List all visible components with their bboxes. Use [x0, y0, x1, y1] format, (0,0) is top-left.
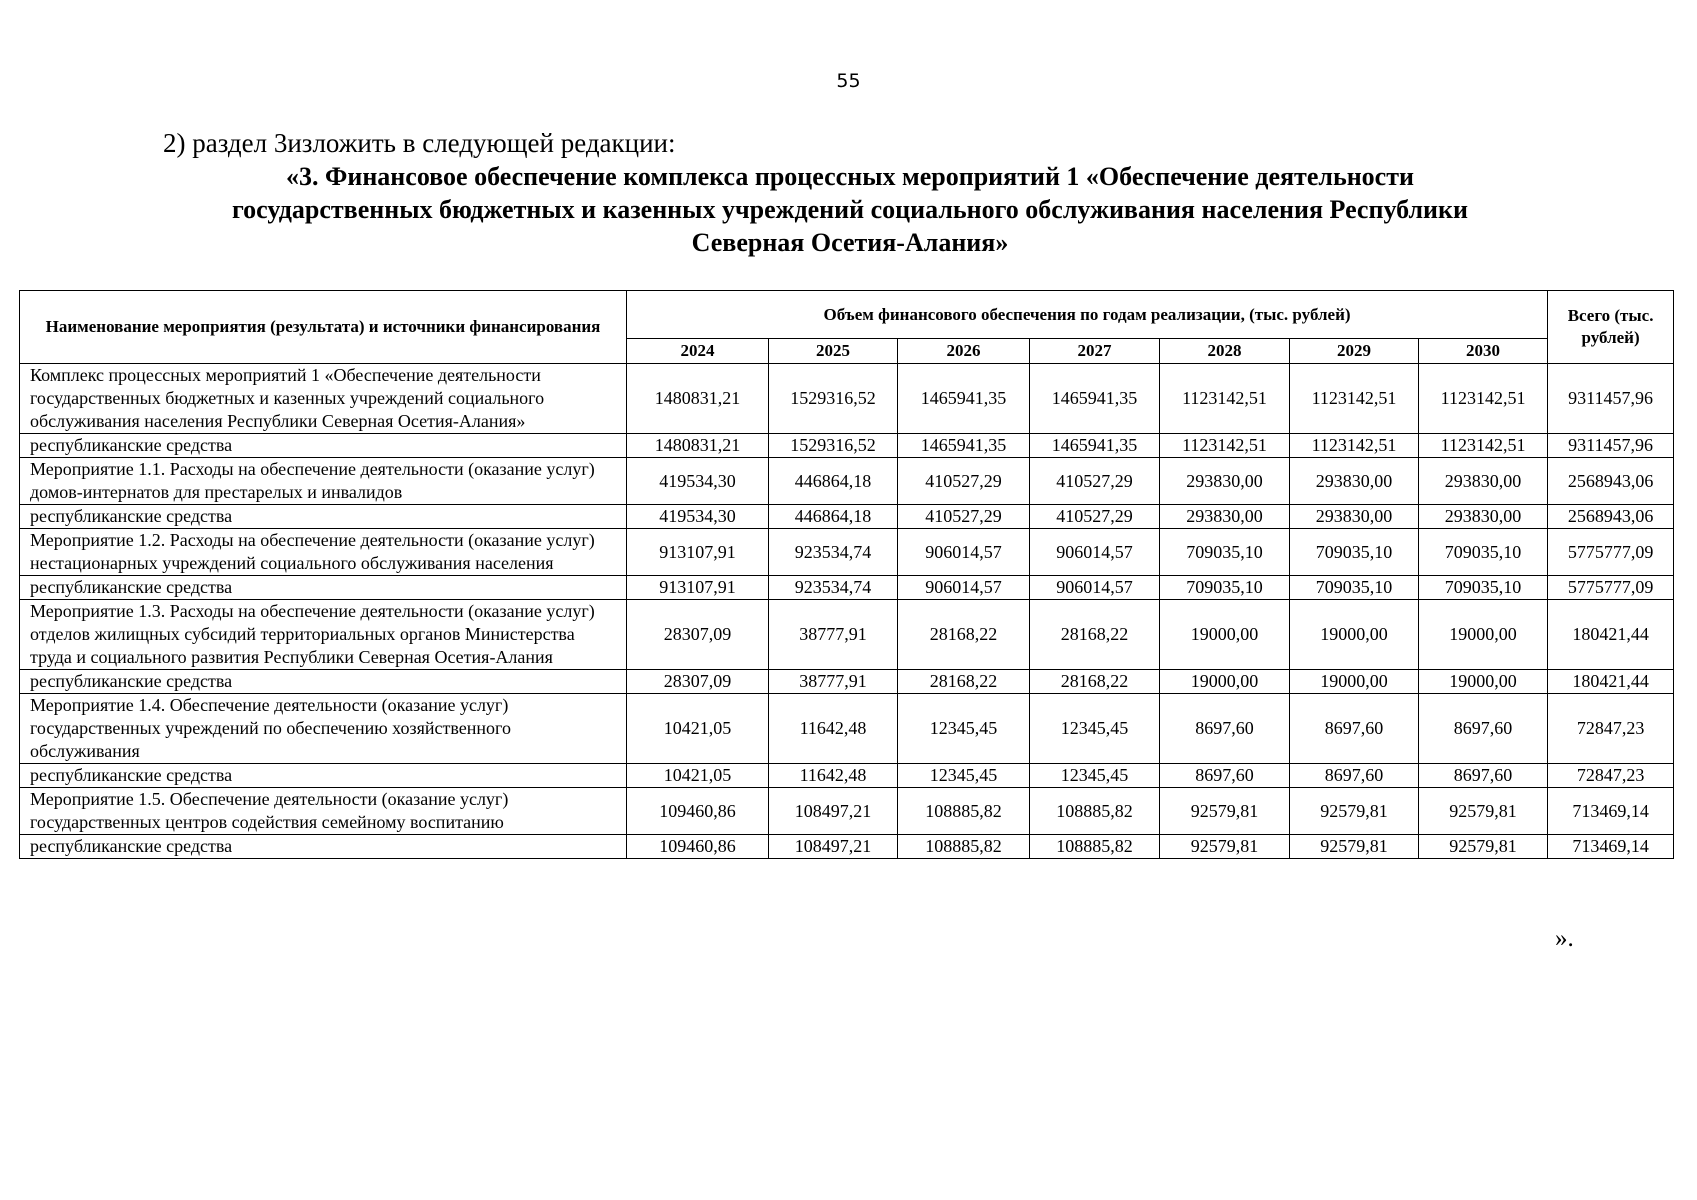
row-value: 8697,60 [1160, 764, 1290, 788]
row-value: 293830,00 [1160, 505, 1290, 529]
row-value: 28168,22 [1030, 600, 1160, 670]
row-value: 12345,45 [1030, 764, 1160, 788]
row-value: 19000,00 [1419, 600, 1548, 670]
row-value: 293830,00 [1290, 458, 1419, 505]
row-value: 1123142,51 [1290, 364, 1419, 434]
row-value: 92579,81 [1419, 788, 1548, 835]
row-value: 410527,29 [898, 458, 1030, 505]
row-value: 1480831,21 [627, 364, 769, 434]
row-value: 11642,48 [769, 694, 898, 764]
row-value: 92579,81 [1160, 788, 1290, 835]
row-value: 28168,22 [1030, 670, 1160, 694]
row-value: 108885,82 [1030, 788, 1160, 835]
row-value: 1123142,51 [1160, 364, 1290, 434]
row-value: 1480831,21 [627, 434, 769, 458]
row-value: 108497,21 [769, 835, 898, 859]
row-value: 10421,05 [627, 694, 769, 764]
table-row [20, 835, 1674, 859]
row-total: 2568943,06 [1548, 505, 1674, 529]
year-header: 2024 [627, 339, 769, 364]
row-value: 419534,30 [627, 505, 769, 529]
row-value: 293830,00 [1160, 458, 1290, 505]
row-value: 1123142,51 [1160, 434, 1290, 458]
table-row [20, 458, 1674, 505]
row-value: 19000,00 [1290, 600, 1419, 670]
row-value: 923534,74 [769, 529, 898, 576]
table-row [20, 788, 1674, 835]
row-value: 92579,81 [1160, 835, 1290, 859]
heading-line: «3. Финансовое обеспечение комплекса процессных мероприятий 1 «Обеспечение деятельности [286, 162, 1414, 191]
row-total: 72847,23 [1548, 694, 1674, 764]
row-value: 1123142,51 [1419, 364, 1548, 434]
row-value: 906014,57 [898, 576, 1030, 600]
row-value: 92579,81 [1419, 835, 1548, 859]
row-value: 108497,21 [769, 788, 898, 835]
row-value: 108885,82 [898, 835, 1030, 859]
row-value: 709035,10 [1419, 576, 1548, 600]
row-value: 19000,00 [1419, 670, 1548, 694]
heading-line: государственных бюджетных и казенных учреждений социального обслуживания населения Республики [232, 195, 1468, 224]
row-value: 92579,81 [1290, 788, 1419, 835]
row-value: 19000,00 [1160, 600, 1290, 670]
row-value: 1465941,35 [1030, 434, 1160, 458]
row-total: 713469,14 [1548, 835, 1674, 859]
row-value: 38777,91 [769, 670, 898, 694]
row-value: 109460,86 [627, 835, 769, 859]
page-number: 55 [836, 70, 861, 92]
row-total: 713469,14 [1548, 788, 1674, 835]
row-value: 293830,00 [1290, 505, 1419, 529]
row-total: 5775777,09 [1548, 576, 1674, 600]
row-value: 8697,60 [1419, 764, 1548, 788]
row-value: 709035,10 [1290, 529, 1419, 576]
row-value: 709035,10 [1160, 529, 1290, 576]
row-value: 293830,00 [1419, 505, 1548, 529]
table-row [20, 600, 1674, 670]
row-total: 9311457,96 [1548, 364, 1674, 434]
section-heading [120, 160, 1580, 259]
row-value: 1123142,51 [1419, 434, 1548, 458]
row-value: 108885,82 [1030, 835, 1160, 859]
row-value: 446864,18 [769, 505, 898, 529]
row-value: 12345,45 [898, 764, 1030, 788]
row-value: 12345,45 [898, 694, 1030, 764]
year-header: 2025 [769, 339, 898, 364]
row-value: 1529316,52 [769, 364, 898, 434]
row-value: 709035,10 [1290, 576, 1419, 600]
table-row [20, 576, 1674, 600]
row-value: 906014,57 [1030, 529, 1160, 576]
row-value: 28168,22 [898, 600, 1030, 670]
row-value: 28307,09 [627, 670, 769, 694]
closing-quote: ». [1555, 925, 1574, 952]
row-value: 1465941,35 [1030, 364, 1160, 434]
row-name: Комплекс процессных мероприятий 1 «Обеспечение деятельности государственных бюджетных и казенных учреждений социального обслуживания населения Республики Северная Осетия-Алания» [20, 364, 627, 434]
row-name: Мероприятие 1.5. Обеспечение деятельности (оказание услуг) государственных центров содействия семейному воспитанию [20, 788, 627, 835]
row-value: 913107,91 [627, 529, 769, 576]
row-value: 8697,60 [1419, 694, 1548, 764]
table-row [20, 764, 1674, 788]
table-row [20, 694, 1674, 764]
table-row [20, 505, 1674, 529]
row-value: 709035,10 [1160, 576, 1290, 600]
row-value: 410527,29 [1030, 458, 1160, 505]
row-value: 8697,60 [1290, 694, 1419, 764]
row-name: Мероприятие 1.2. Расходы на обеспечение деятельности (оказание услуг) нестационарных учреждений социального обслуживания населения [20, 529, 627, 576]
year-header: 2026 [898, 339, 1030, 364]
row-value: 419534,30 [627, 458, 769, 505]
row-value: 28307,09 [627, 600, 769, 670]
row-total: 180421,44 [1548, 670, 1674, 694]
row-value: 28168,22 [898, 670, 1030, 694]
row-value: 92579,81 [1290, 835, 1419, 859]
year-header: 2028 [1160, 339, 1290, 364]
row-value: 8697,60 [1290, 764, 1419, 788]
row-total: 9311457,96 [1548, 434, 1674, 458]
row-total: 2568943,06 [1548, 458, 1674, 505]
row-value: 1529316,52 [769, 434, 898, 458]
row-value: 913107,91 [627, 576, 769, 600]
row-value: 1123142,51 [1290, 434, 1419, 458]
heading-line: Северная Осетия-Алания» [691, 228, 1009, 257]
row-name: республиканские средства [20, 764, 627, 788]
row-name: республиканские средства [20, 670, 627, 694]
row-name: республиканские средства [20, 434, 627, 458]
row-value: 8697,60 [1160, 694, 1290, 764]
row-value: 1465941,35 [898, 434, 1030, 458]
header-volume: Объем финансового обеспечения по годам реализации, (тыс. рублей) [627, 291, 1548, 339]
year-header: 2027 [1030, 339, 1160, 364]
table-row [20, 364, 1674, 434]
year-header: 2029 [1290, 339, 1419, 364]
table-row [20, 529, 1674, 576]
year-header: 2030 [1419, 339, 1548, 364]
row-value: 12345,45 [1030, 694, 1160, 764]
row-value: 906014,57 [1030, 576, 1160, 600]
row-value: 446864,18 [769, 458, 898, 505]
row-value: 10421,05 [627, 764, 769, 788]
row-name: республиканские средства [20, 835, 627, 859]
table-row [20, 434, 1674, 458]
row-value: 109460,86 [627, 788, 769, 835]
row-value: 410527,29 [898, 505, 1030, 529]
row-value: 709035,10 [1419, 529, 1548, 576]
row-value: 906014,57 [898, 529, 1030, 576]
row-value: 11642,48 [769, 764, 898, 788]
row-total: 72847,23 [1548, 764, 1674, 788]
row-value: 410527,29 [1030, 505, 1160, 529]
row-value: 38777,91 [769, 600, 898, 670]
section-intro: 2) раздел 3изложить в следующей редакции: [163, 128, 676, 158]
header-name: Наименование мероприятия (результата) и источники финансирования [20, 291, 627, 364]
row-value: 19000,00 [1160, 670, 1290, 694]
row-value: 108885,82 [898, 788, 1030, 835]
row-name: республиканские средства [20, 505, 627, 529]
row-value: 923534,74 [769, 576, 898, 600]
row-name: республиканские средства [20, 576, 627, 600]
header-total: Всего (тыс. рублей) [1548, 291, 1674, 364]
financing-table [19, 290, 1674, 859]
table-row [20, 670, 1674, 694]
row-value: 1465941,35 [898, 364, 1030, 434]
row-name: Мероприятие 1.4. Обеспечение деятельности (оказание услуг) государственных учреждений по обеспечению хозяйственного обслуживания [20, 694, 627, 764]
row-value: 19000,00 [1290, 670, 1419, 694]
row-name: Мероприятие 1.1. Расходы на обеспечение деятельности (оказание услуг) домов-интернатов для престарелых и инвалидов [20, 458, 627, 505]
row-total: 5775777,09 [1548, 529, 1674, 576]
row-value: 293830,00 [1419, 458, 1548, 505]
row-total: 180421,44 [1548, 600, 1674, 670]
row-name: Мероприятие 1.3. Расходы на обеспечение деятельности (оказание услуг) отделов жилищных субсидий территориальных органов Министерства труда и социального развития Республики Северная Осетия-Алания [20, 600, 627, 670]
